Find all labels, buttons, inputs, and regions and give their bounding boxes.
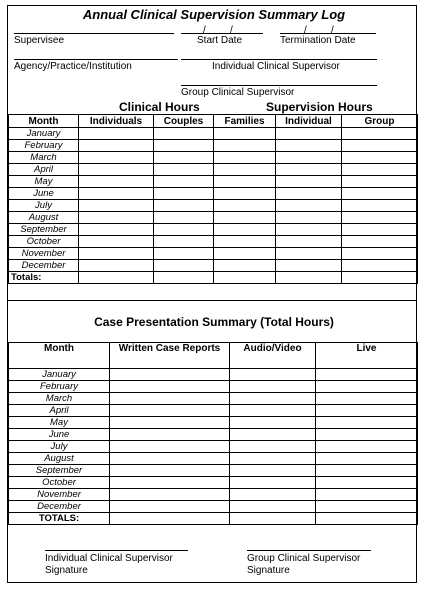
table-row (9, 140, 418, 152)
hours-entry-cell[interactable] (342, 200, 418, 212)
totals-entry-cell[interactable] (214, 272, 276, 284)
termination-date-slash-2: / (331, 25, 334, 36)
hours-entry-cell[interactable] (316, 393, 418, 405)
hours-entry-cell[interactable] (110, 477, 230, 489)
hours-entry-cell[interactable] (276, 188, 342, 200)
individual-supervisor-label: Individual Clinical Supervisor (212, 61, 340, 72)
hours-entry-cell[interactable] (79, 140, 154, 152)
table-row (9, 477, 418, 489)
hours-entry-cell[interactable] (276, 152, 342, 164)
termination-date-label: Termination Date (280, 35, 356, 46)
supervisee-label: Supervisee (14, 35, 65, 46)
hours-entry-cell[interactable] (342, 248, 418, 260)
hours-entry-cell[interactable] (230, 453, 316, 465)
month-cell: October (9, 236, 79, 248)
table-row (9, 453, 418, 465)
hours-entry-cell[interactable] (316, 489, 418, 501)
hours-entry-cell[interactable] (79, 128, 154, 140)
group-signature-line[interactable] (247, 550, 371, 551)
start-date-slash-2: / (230, 25, 233, 36)
table-row (9, 369, 418, 381)
group-supervisor-label: Group Clinical Supervisor (181, 87, 295, 98)
hours-entry-cell[interactable] (110, 429, 230, 441)
group-supervisor-line[interactable] (181, 85, 377, 86)
table-row (9, 417, 418, 429)
hours-entry-cell[interactable] (79, 260, 154, 272)
hours-entry-cell[interactable] (316, 381, 418, 393)
case-presentation-title: Case Presentation Summary (Total Hours) (94, 315, 334, 329)
table-row (9, 176, 418, 188)
column-header-individual: Individual (276, 115, 342, 128)
month-cell: July (9, 200, 79, 212)
termination-date-slash-1: / (304, 25, 307, 36)
hours-entry-cell[interactable] (214, 176, 276, 188)
individual-signature-line[interactable] (45, 550, 188, 551)
hours-entry-cell[interactable] (276, 224, 342, 236)
month-cell: December (9, 501, 110, 513)
hours-entry-cell[interactable] (214, 152, 276, 164)
hours-entry-cell[interactable] (154, 260, 214, 272)
hours-entry-cell[interactable] (79, 224, 154, 236)
column-header-couples: Couples (154, 115, 214, 128)
hours-entry-cell[interactable] (276, 248, 342, 260)
hours-entry-cell[interactable] (276, 176, 342, 188)
totals-entry-cell[interactable] (154, 272, 214, 284)
hours-entry-cell[interactable] (110, 501, 230, 513)
hours-table (8, 114, 418, 284)
hours-entry-cell[interactable] (214, 140, 276, 152)
month-cell: November (9, 489, 110, 501)
hours-entry-cell[interactable] (342, 140, 418, 152)
hours-entry-cell[interactable] (230, 369, 316, 381)
start-date-line[interactable] (181, 33, 263, 34)
case-column-header-audio-video: Audio/Video (230, 343, 316, 369)
hours-entry-cell[interactable] (154, 140, 214, 152)
hours-entry-cell[interactable] (316, 405, 418, 417)
hours-entry-cell[interactable] (276, 140, 342, 152)
hours-entry-cell[interactable] (230, 393, 316, 405)
hours-entry-cell[interactable] (214, 188, 276, 200)
column-header-individuals: Individuals (79, 115, 154, 128)
hours-entry-cell[interactable] (79, 212, 154, 224)
table-row (9, 128, 418, 140)
hours-entry-cell[interactable] (276, 236, 342, 248)
individual-signature-label: Individual Clinical Supervisor Signature (45, 553, 173, 576)
hours-entry-cell[interactable] (230, 489, 316, 501)
hours-entry-cell[interactable] (154, 224, 214, 236)
hours-entry-cell[interactable] (230, 405, 316, 417)
hours-entry-cell[interactable] (154, 200, 214, 212)
month-cell: June (9, 188, 79, 200)
hours-entry-cell[interactable] (230, 441, 316, 453)
table-row (9, 236, 418, 248)
month-cell: August (9, 453, 110, 465)
table-row (9, 200, 418, 212)
supervisee-line[interactable] (14, 33, 174, 34)
case-column-header-written-reports: Written Case Reports (110, 343, 230, 369)
form-title: Annual Clinical Supervision Summary Log (82, 7, 346, 22)
totals-label: Totals: (9, 272, 79, 284)
column-header-month: Month (9, 115, 79, 128)
hours-entry-cell[interactable] (154, 212, 214, 224)
start-date-label: Start Date (197, 35, 243, 46)
column-header-group: Group (342, 115, 418, 128)
hours-entry-cell[interactable] (79, 200, 154, 212)
agency-label: Agency/Practice/Institution (14, 61, 132, 72)
hours-entry-cell[interactable] (342, 224, 418, 236)
hours-entry-cell[interactable] (214, 248, 276, 260)
month-cell: December (9, 260, 79, 272)
hours-entry-cell[interactable] (342, 212, 418, 224)
hours-entry-cell[interactable] (276, 212, 342, 224)
table-row (9, 465, 418, 477)
month-cell: May (9, 417, 110, 429)
table-row (9, 248, 418, 260)
month-cell: January (9, 369, 110, 381)
table-row (9, 405, 418, 417)
table-row (9, 224, 418, 236)
hours-entry-cell[interactable] (230, 465, 316, 477)
hours-entry-cell[interactable] (342, 164, 418, 176)
hours-entry-cell[interactable] (214, 260, 276, 272)
hours-entry-cell[interactable] (342, 236, 418, 248)
hours-entry-cell[interactable] (316, 465, 418, 477)
totals-row (9, 272, 418, 284)
hours-entry-cell[interactable] (110, 405, 230, 417)
month-cell: November (9, 248, 79, 260)
totals-row (9, 513, 418, 525)
hours-entry-cell[interactable] (316, 429, 418, 441)
hours-entry-cell[interactable] (230, 477, 316, 489)
hours-entry-cell[interactable] (342, 188, 418, 200)
agency-line[interactable] (14, 59, 178, 60)
totals-entry-cell[interactable] (79, 272, 154, 284)
table-row (9, 501, 418, 513)
hours-entry-cell[interactable] (214, 212, 276, 224)
month-cell: August (9, 212, 79, 224)
hours-entry-cell[interactable] (214, 128, 276, 140)
month-cell: September (9, 465, 110, 477)
hours-entry-cell[interactable] (154, 164, 214, 176)
hours-entry-cell[interactable] (79, 152, 154, 164)
month-cell: March (9, 152, 79, 164)
hours-entry-cell[interactable] (342, 128, 418, 140)
column-header-families: Families (214, 115, 276, 128)
hours-entry-cell[interactable] (276, 164, 342, 176)
termination-date-line[interactable] (280, 33, 376, 34)
table-row (9, 429, 418, 441)
hours-entry-cell[interactable] (154, 248, 214, 260)
start-date-slash-1: / (203, 25, 206, 36)
hours-entry-cell[interactable] (316, 417, 418, 429)
hours-entry-cell[interactable] (154, 236, 214, 248)
hours-entry-cell[interactable] (110, 381, 230, 393)
month-cell: April (9, 405, 110, 417)
month-cell: June (9, 429, 110, 441)
hours-entry-cell[interactable] (214, 224, 276, 236)
month-cell: October (9, 477, 110, 489)
section-divider (7, 300, 417, 301)
hours-entry-cell[interactable] (79, 236, 154, 248)
totals-label: TOTALS: (9, 513, 110, 525)
hours-entry-cell[interactable] (214, 200, 276, 212)
hours-entry-cell[interactable] (316, 501, 418, 513)
clinical-hours-heading: Clinical Hours (119, 100, 200, 114)
totals-entry-cell[interactable] (342, 272, 418, 284)
case-column-header-month: Month (9, 343, 110, 369)
month-cell: February (9, 140, 79, 152)
table-row (9, 212, 418, 224)
hours-entry-cell[interactable] (276, 128, 342, 140)
hours-entry-cell[interactable] (230, 381, 316, 393)
hours-entry-cell[interactable] (230, 417, 316, 429)
month-cell: February (9, 381, 110, 393)
table-row (9, 260, 418, 272)
hours-entry-cell[interactable] (154, 188, 214, 200)
month-cell: March (9, 393, 110, 405)
hours-entry-cell[interactable] (79, 176, 154, 188)
month-cell: January (9, 128, 79, 140)
hours-entry-cell[interactable] (110, 489, 230, 501)
hours-entry-cell[interactable] (230, 429, 316, 441)
hours-entry-cell[interactable] (154, 152, 214, 164)
hours-entry-cell[interactable] (214, 164, 276, 176)
hours-entry-cell[interactable] (110, 393, 230, 405)
month-cell: May (9, 176, 79, 188)
table-row (9, 188, 418, 200)
hours-entry-cell[interactable] (316, 369, 418, 381)
hours-entry-cell[interactable] (79, 248, 154, 260)
case-column-header-live: Live (316, 343, 418, 369)
hours-entry-cell[interactable] (110, 441, 230, 453)
month-cell: July (9, 441, 110, 453)
totals-entry-cell[interactable] (276, 272, 342, 284)
hours-entry-cell[interactable] (110, 465, 230, 477)
totals-entry-cell[interactable] (316, 513, 418, 525)
hours-entry-cell[interactable] (154, 176, 214, 188)
hours-entry-cell[interactable] (316, 477, 418, 489)
hours-entry-cell[interactable] (230, 501, 316, 513)
hours-entry-cell[interactable] (154, 128, 214, 140)
hours-entry-cell[interactable] (342, 176, 418, 188)
hours-entry-cell[interactable] (316, 441, 418, 453)
table-row (9, 164, 418, 176)
hours-entry-cell[interactable] (316, 453, 418, 465)
table-row (9, 489, 418, 501)
hours-entry-cell[interactable] (79, 164, 154, 176)
month-cell: September (9, 224, 79, 236)
case-presentation-table (8, 342, 418, 525)
hours-entry-cell[interactable] (79, 188, 154, 200)
hours-entry-cell[interactable] (110, 369, 230, 381)
table-row (9, 152, 418, 164)
hours-entry-cell[interactable] (214, 236, 276, 248)
hours-entry-cell[interactable] (276, 200, 342, 212)
totals-entry-cell[interactable] (230, 513, 316, 525)
individual-supervisor-line[interactable] (181, 59, 377, 60)
table-row (9, 381, 418, 393)
hours-entry-cell[interactable] (110, 417, 230, 429)
hours-entry-cell[interactable] (342, 152, 418, 164)
month-cell: April (9, 164, 79, 176)
table-row (9, 393, 418, 405)
hours-entry-cell[interactable] (342, 260, 418, 272)
table-row (9, 441, 418, 453)
hours-entry-cell[interactable] (276, 260, 342, 272)
hours-entry-cell[interactable] (110, 453, 230, 465)
supervision-hours-heading: Supervision Hours (266, 100, 373, 114)
totals-entry-cell[interactable] (110, 513, 230, 525)
group-signature-label: Group Clinical Supervisor Signature (247, 553, 361, 576)
